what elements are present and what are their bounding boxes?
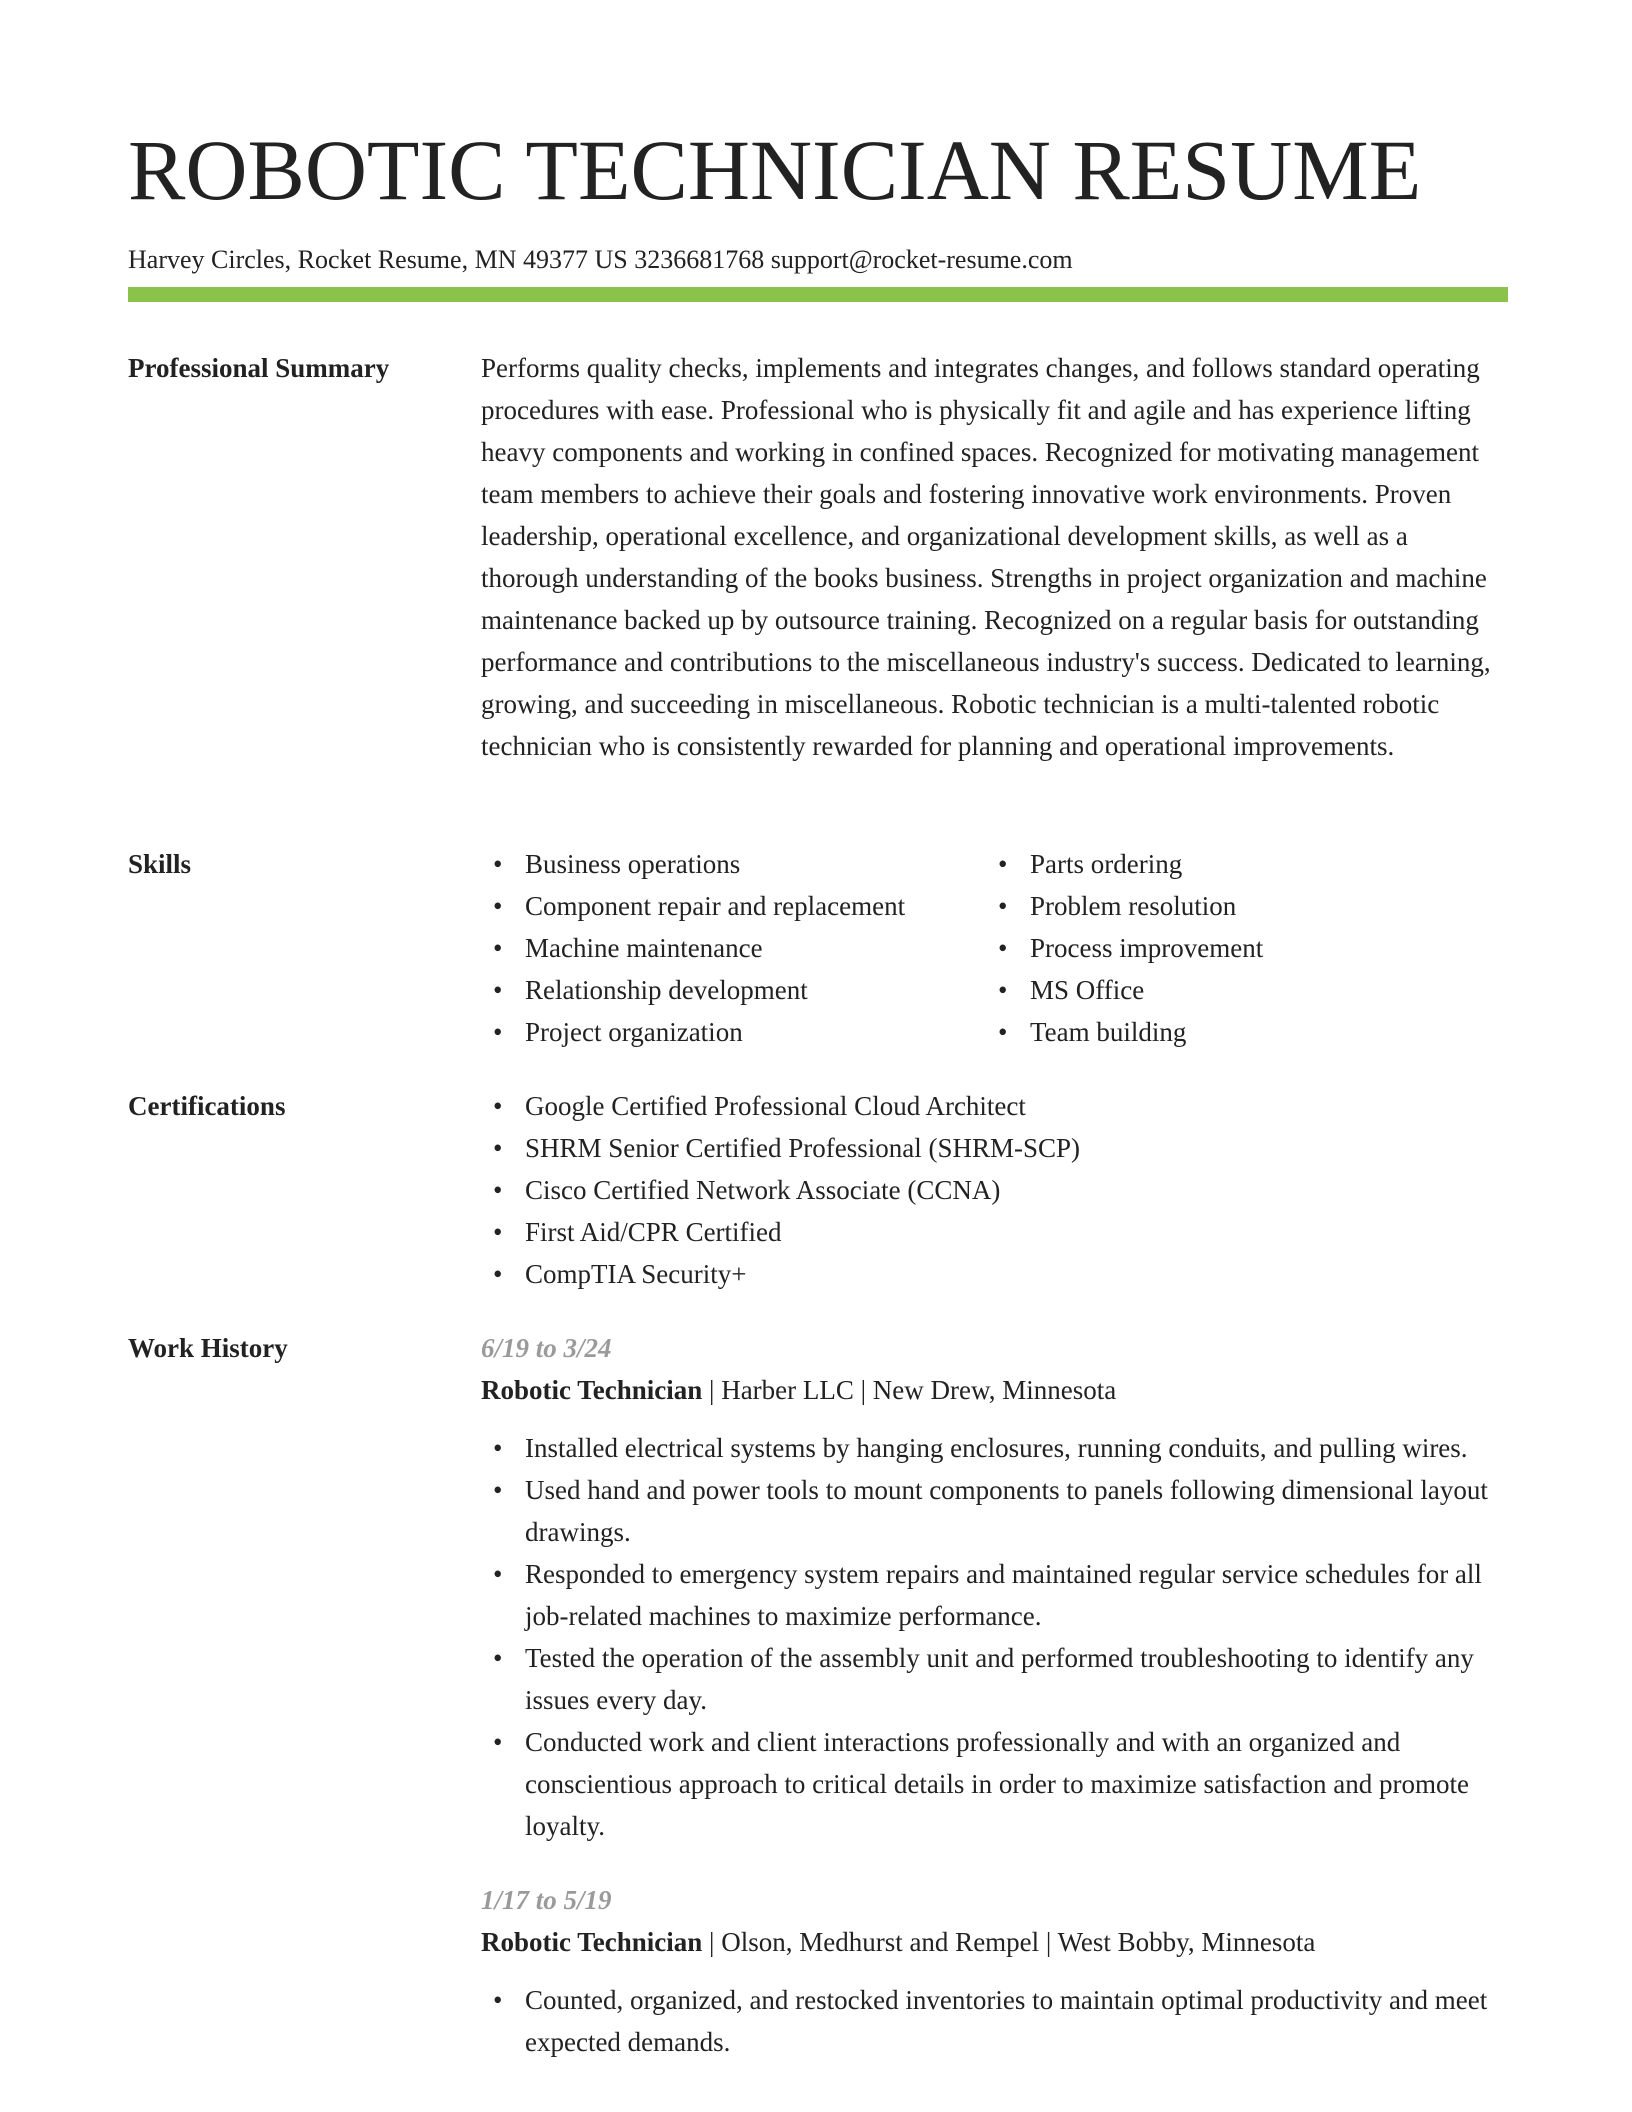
skill-item: • Parts ordering bbox=[986, 843, 1486, 885]
certifications-body bbox=[481, 1085, 1508, 1295]
job-dates: 6/19 to 3/24 bbox=[481, 1333, 612, 1363]
section-label-certifications: Certifications bbox=[128, 1091, 286, 1121]
job-bullet-list bbox=[481, 1979, 1508, 2063]
skill-item: • Process improvement bbox=[986, 927, 1486, 969]
contact-line: Harvey Circles, Rocket Resume, MN 49377 US 3236681768 support@rocket-resume.com bbox=[128, 245, 1073, 274]
job-role: Robotic Technician bbox=[481, 1375, 703, 1405]
accent-divider bbox=[128, 287, 1508, 302]
skill-item: • Relationship development bbox=[481, 969, 986, 1011]
skill-item: • Project organization bbox=[481, 1011, 986, 1053]
skills-list-right bbox=[986, 843, 1486, 1053]
skill-item: • Machine maintenance bbox=[481, 927, 986, 969]
job-role: Robotic Technician bbox=[481, 1927, 703, 1957]
job-title-line bbox=[481, 1921, 1508, 1963]
skills-list-left bbox=[481, 843, 986, 1053]
skill-item: • Team building bbox=[986, 1011, 1486, 1053]
certification-item: • Google Certified Professional Cloud Architect bbox=[481, 1085, 1508, 1127]
section-label-work-history: Work History bbox=[128, 1333, 288, 1363]
job-title-line bbox=[481, 1369, 1508, 1411]
job-bullet: • Counted, organized, and restocked inventories to maintain optimal productivity and meet expected demands. bbox=[481, 1979, 1508, 2063]
resume-header bbox=[128, 118, 1508, 276]
job-company-location: | Harber LLC | New Drew, Minnesota bbox=[702, 1375, 1117, 1405]
job-dates: 1/17 to 5/19 bbox=[481, 1885, 612, 1915]
job-bullet: • Used hand and power tools to mount components to panels following dimensional layout drawings. bbox=[481, 1469, 1508, 1553]
work-history-body bbox=[481, 1327, 1508, 2063]
job-bullet: • Responded to emergency system repairs and maintained regular service schedules for all job-related machines to maximize performance. bbox=[481, 1553, 1508, 1637]
job-bullet-list bbox=[481, 1427, 1508, 1847]
skill-item: • MS Office bbox=[986, 969, 1486, 1011]
job-bullet: • Tested the operation of the assembly unit and performed troubleshooting to identify any issues every day. bbox=[481, 1637, 1508, 1721]
job-company-location: | Olson, Medhurst and Rempel | West Bobby, Minnesota bbox=[702, 1927, 1316, 1957]
section-label-summary: Professional Summary bbox=[128, 353, 390, 383]
skill-item: • Business operations bbox=[481, 843, 986, 885]
resume-title: ROBOTIC TECHNICIAN RESUME bbox=[128, 122, 1422, 218]
certifications-list bbox=[481, 1085, 1508, 1295]
certification-item: • CompTIA Security+ bbox=[481, 1253, 1508, 1295]
job-entry bbox=[481, 1327, 1508, 1847]
job-bullet: • Installed electrical systems by hanging enclosures, running conduits, and pulling wires. bbox=[481, 1427, 1508, 1469]
section-label-skills: Skills bbox=[128, 849, 192, 879]
job-bullet: • Conducted work and client interactions professionally and with an organized and conscientious approach to critical details in order to maximize satisfaction and promote loyalty. bbox=[481, 1721, 1508, 1847]
certification-item: • SHRM Senior Certified Professional (SHRM-SCP) bbox=[481, 1127, 1508, 1169]
job-entry bbox=[481, 1879, 1508, 2063]
skill-item: • Problem resolution bbox=[986, 885, 1486, 927]
summary-body bbox=[481, 347, 1508, 767]
certification-item: • Cisco Certified Network Associate (CCNA) bbox=[481, 1169, 1508, 1211]
summary-text: Performs quality checks, implements and integrates changes, and follows standard operating procedures with ease. Professional who is physically fit and agile and has experience lifting heavy components and working in confined spaces. Recognized for motivating management team members to achieve their goals and fostering innovative work environments. Proven leadership, operational excellence, and organizational development skills, as well as a thorough understanding of the books business. Strengths in project organization and machine maintenance backed up by outsource training. Recognized on a regular basis for outstanding performance and contributions to the miscellaneous industry's success. Dedicated to learning, growing, and succeeding in miscellaneous. Robotic technician is a multi-talented robotic technician who is consistently rewarded for planning and operational improvements. bbox=[481, 353, 1491, 761]
certification-item: • First Aid/CPR Certified bbox=[481, 1211, 1508, 1253]
skills-body bbox=[481, 843, 1508, 1053]
skill-item: • Component repair and replacement bbox=[481, 885, 986, 927]
